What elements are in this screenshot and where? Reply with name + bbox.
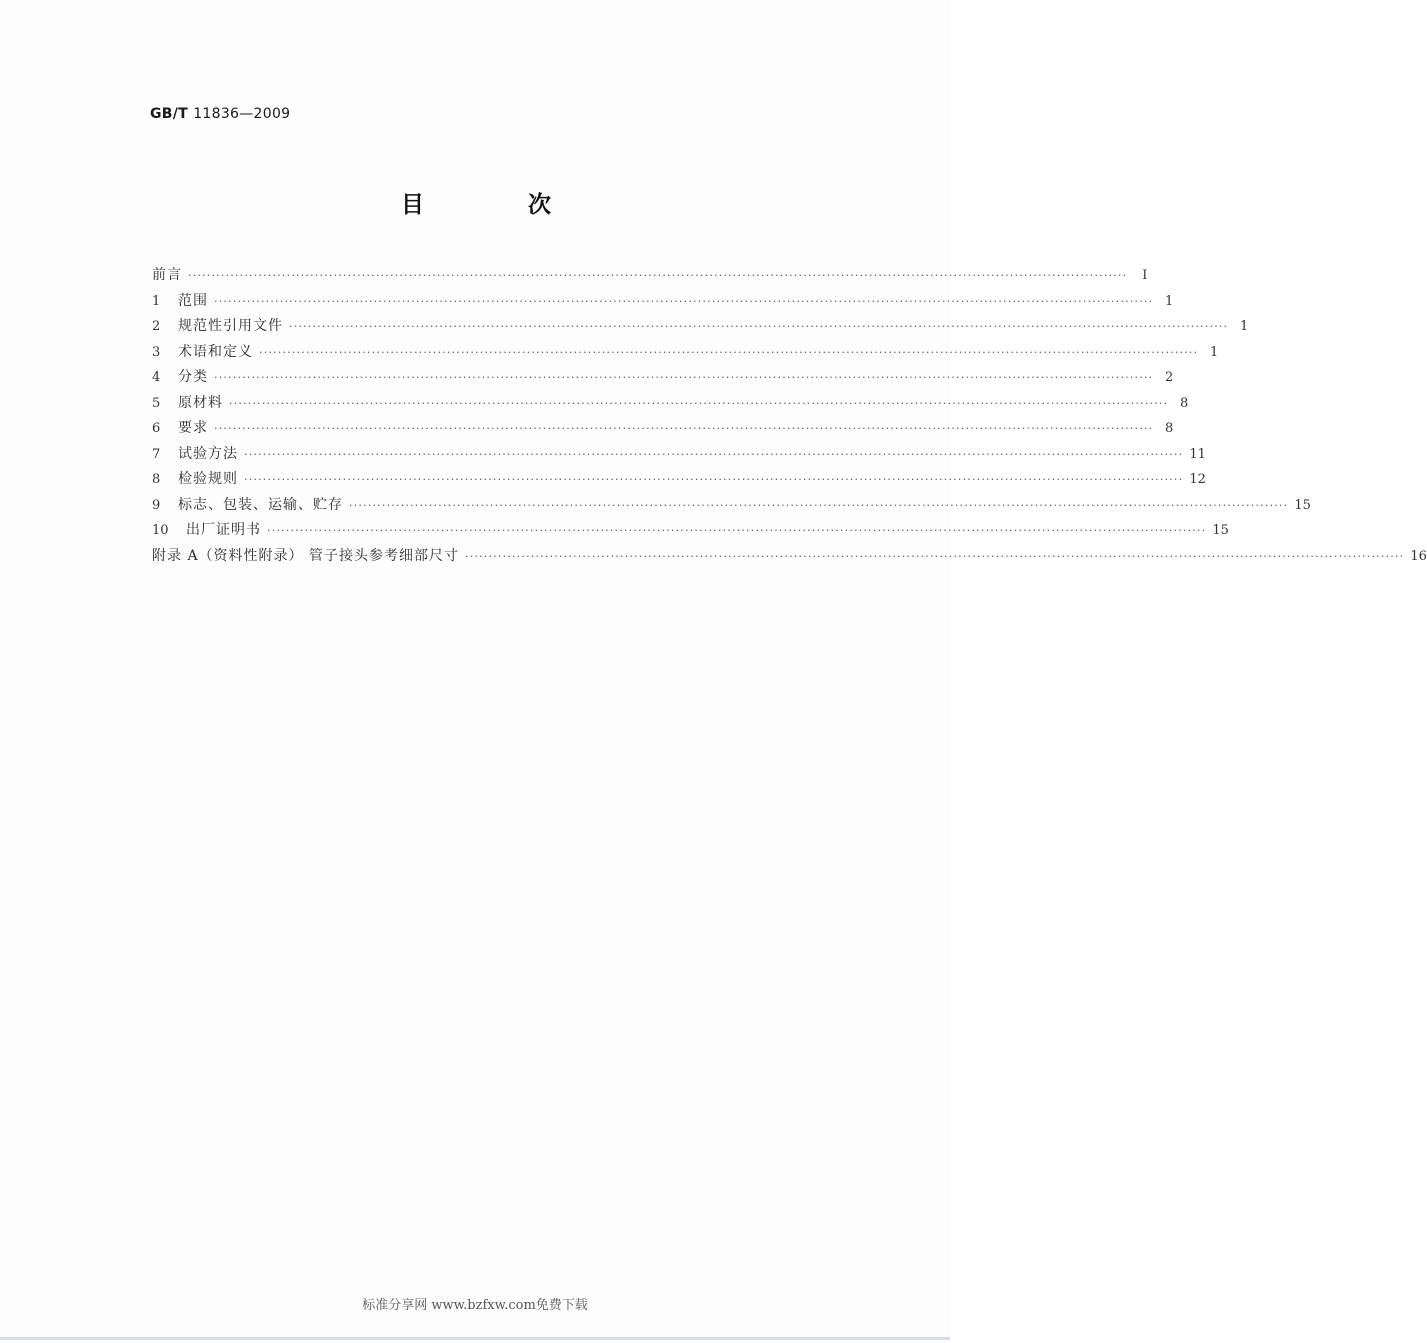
toc-entry-requirements[interactable] — [152, 417, 1174, 443]
toc-entry-normative-references[interactable] — [152, 315, 1249, 341]
toc-entry-raw-materials[interactable] — [152, 392, 1189, 418]
toc-entry-marking-packaging[interactable] — [152, 494, 1311, 520]
toc-entry-label: 范围 — [178, 292, 208, 309]
toc-entry-number: 1 — [152, 293, 161, 309]
toc-entry-label: 试验方法 — [178, 445, 238, 462]
toc-entry-number: 2 — [152, 319, 161, 334]
dot-leader: ········································································································································································································ — [289, 320, 1229, 333]
dot-leader: ········································································································································································································ — [214, 422, 1154, 435]
dot-leader: ········································································································································································································ — [188, 269, 1128, 282]
standard-code — [150, 106, 290, 122]
toc-entry-label: 要求 — [178, 420, 208, 436]
standard-prefix: GB/T — [150, 106, 189, 122]
toc-entry-inspection-rules[interactable] — [152, 468, 1206, 494]
toc-entry-label: 规范性引用文件 — [178, 318, 283, 334]
toc-entry-classification[interactable] — [152, 366, 1174, 392]
dot-leader: ········································································································································································································ — [259, 345, 1199, 359]
toc-title: 目 次 — [400, 192, 599, 218]
toc-entry-page: 16 — [1410, 548, 1427, 564]
dot-leader: ········································································································································································································ — [214, 294, 1154, 308]
toc-entry-number: 8 — [152, 472, 161, 487]
dot-leader: ········································································································································································································ — [465, 549, 1405, 563]
toc-entry-page: 1 — [1240, 319, 1249, 334]
toc-entry-page: 15 — [1294, 497, 1311, 513]
footer-watermark: 标准分享网 www.bzfxw.com免费下载 — [362, 1298, 588, 1313]
toc-entry-number: 3 — [152, 344, 161, 360]
dot-leader: ········································································································································································································ — [229, 396, 1169, 410]
toc-entry-label: 分类 — [178, 369, 208, 385]
toc-entry-number: 4 — [152, 370, 161, 385]
toc-entry-number: 7 — [152, 446, 161, 462]
standard-number: 11836—2009 — [193, 106, 291, 122]
toc-entry-label: 标志、包装、运输、贮存 — [178, 496, 343, 513]
dot-leader: ········································································································································································································ — [267, 524, 1207, 537]
toc-entry-page: 15 — [1212, 523, 1229, 538]
toc-entry-page: Ⅰ — [1142, 268, 1148, 283]
toc-entry-foreword[interactable] — [152, 264, 1148, 290]
toc-entry-label: 出厂证明书 — [186, 522, 261, 538]
toc-entry-number: 5 — [152, 395, 161, 411]
toc-entry-scope[interactable] — [152, 290, 1174, 316]
toc-entry-page: 12 — [1189, 472, 1206, 487]
dot-leader: ········································································································································································································ — [244, 447, 1184, 461]
dot-leader: ········································································································································································································ — [214, 371, 1154, 384]
toc-entry-label: 术语和定义 — [178, 343, 253, 360]
toc-entry-annex-a[interactable] — [152, 545, 1427, 571]
toc-entry-page: 2 — [1165, 370, 1174, 385]
toc-entry-page: 8 — [1180, 395, 1189, 411]
dot-leader: ········································································································································································································ — [349, 498, 1289, 512]
toc-entry-page: 1 — [1210, 344, 1219, 360]
toc-entry-label: 检验规则 — [178, 471, 238, 487]
toc-entry-page: 1 — [1165, 293, 1174, 309]
toc-entry-test-methods[interactable] — [152, 443, 1206, 469]
toc-entry-terms[interactable] — [152, 341, 1219, 367]
toc-entry-number: 10 — [152, 523, 169, 538]
toc-entry-page: 8 — [1165, 421, 1174, 436]
page-edge-divider — [0, 1337, 950, 1340]
toc-entry-number: 6 — [152, 421, 161, 436]
table-of-contents — [152, 264, 1427, 570]
toc-entry-number: 9 — [152, 497, 161, 513]
toc-entry-label: 原材料 — [178, 394, 223, 411]
toc-entry-page: 11 — [1189, 446, 1206, 462]
toc-entry-label: 附录 A（资料性附录） 管子接头参考细部尺寸 — [152, 547, 460, 564]
toc-entry-certificate[interactable] — [152, 519, 1229, 545]
dot-leader: ········································································································································································································ — [244, 473, 1184, 486]
toc-entry-label: 前言 — [152, 267, 182, 283]
